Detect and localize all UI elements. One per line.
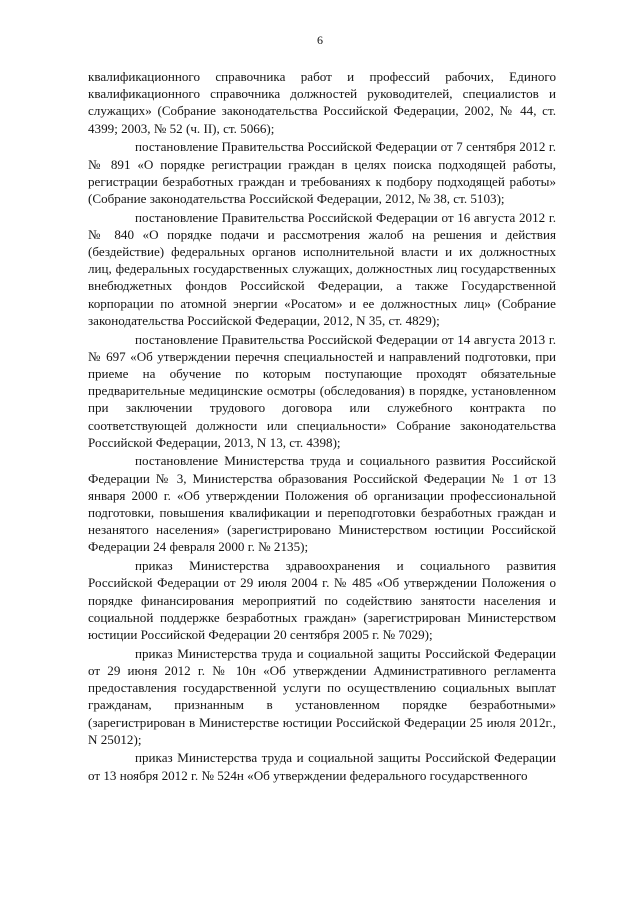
paragraph-8: приказ Министерства труда и социальной защиты Российской Федерации от 13 ноября 2012 г. № 524н «Об утверждении федерального государственного	[88, 750, 556, 783]
paragraph-7: приказ Министерства труда и социальной защиты Российской Федерации от 29 июня 2012 г. № 10н «Об утверждении Административного регламента предоставления государственной услуги по осуществлению социальных выплат гражданам, признанным в установленном порядке безработными» (зарегистрирован в Министерстве юстиции Российской Федерации 25 июля 2012г., N 25012);	[88, 645, 556, 747]
paragraph-6: приказ Министерства здравоохранения и социального развития Российской Федерации от 29 июля 2004 г. № 485 «Об утверждении Положения о порядке финансирования мероприятий по содействию занятости населения и социальной поддержке безработных граждан» (зарегистрирован Министерством юстиции Российской Федерации 20 сентября 2005 г. № 7029);	[88, 558, 556, 642]
paragraph-3: постановление Правительства Российской Федерации от 16 августа 2012 г. № 840 «О порядке подачи и рассмотрения жалоб на решения и действия (бездействие) федеральных органов исполнительной власти и их должностных лиц, федеральных государственных служащих, должностных лиц государственных внебюджетных фондов Российской Федерации, а также Государственной корпорации по атомной энергии «Росатом» и ее должностных лиц» (Собрание законодательства Российской Федерации, 2012, N 35, ст. 4829);	[88, 209, 556, 328]
paragraph-5: постановление Министерства труда и социального развития Российской Федерации № 3, Министерства образования Российской Федерации № 1 от 13 января 2000 г. «Об утверждении Положения об организации профессиональной подготовки, повышения квалификации и переподготовки безработных граждан и незанятого населения» (зарегистрировано Министерством юстиции Российской Федерации 24 февраля 2000 г. № 2135);	[88, 453, 556, 555]
paragraph-1: квалификационного справочника работ и профессий рабочих, Единого квалификационного справочника должностей руководителей, специалистов и служащих» (Собрание законодательства Российской Федерации, 2002, № 44, ст. 4399; 2003, № 52 (ч. II), ст. 5066);	[88, 69, 556, 136]
document-body	[88, 68, 556, 784]
page-number: 6	[317, 33, 323, 47]
paragraph-2: постановление Правительства Российской Федерации от 7 сентября 2012 г. № 891 «О порядке регистрации граждан в целях поиска подходящей работы, регистрации безработных граждан и требованиях к подбору подходящей работы» (Собрание законодательства Российской Федерации, 2012, № 38, ст. 5103);	[88, 139, 556, 206]
paragraph-4: постановление Правительства Российской Федерации от 14 августа 2013 г. № 697 «Об утверждении перечня специальностей и направлений подготовки, при приеме на обучение по которым поступающие проходят обязательные предварительные медицинские осмотры (обследования) в порядке, установленном при заключении трудового договора или служебного контракта по соответствующей должности или специальности» Собрание законодательства Российской Федерации, 2013, N 13, ст. 4398);	[88, 331, 556, 450]
